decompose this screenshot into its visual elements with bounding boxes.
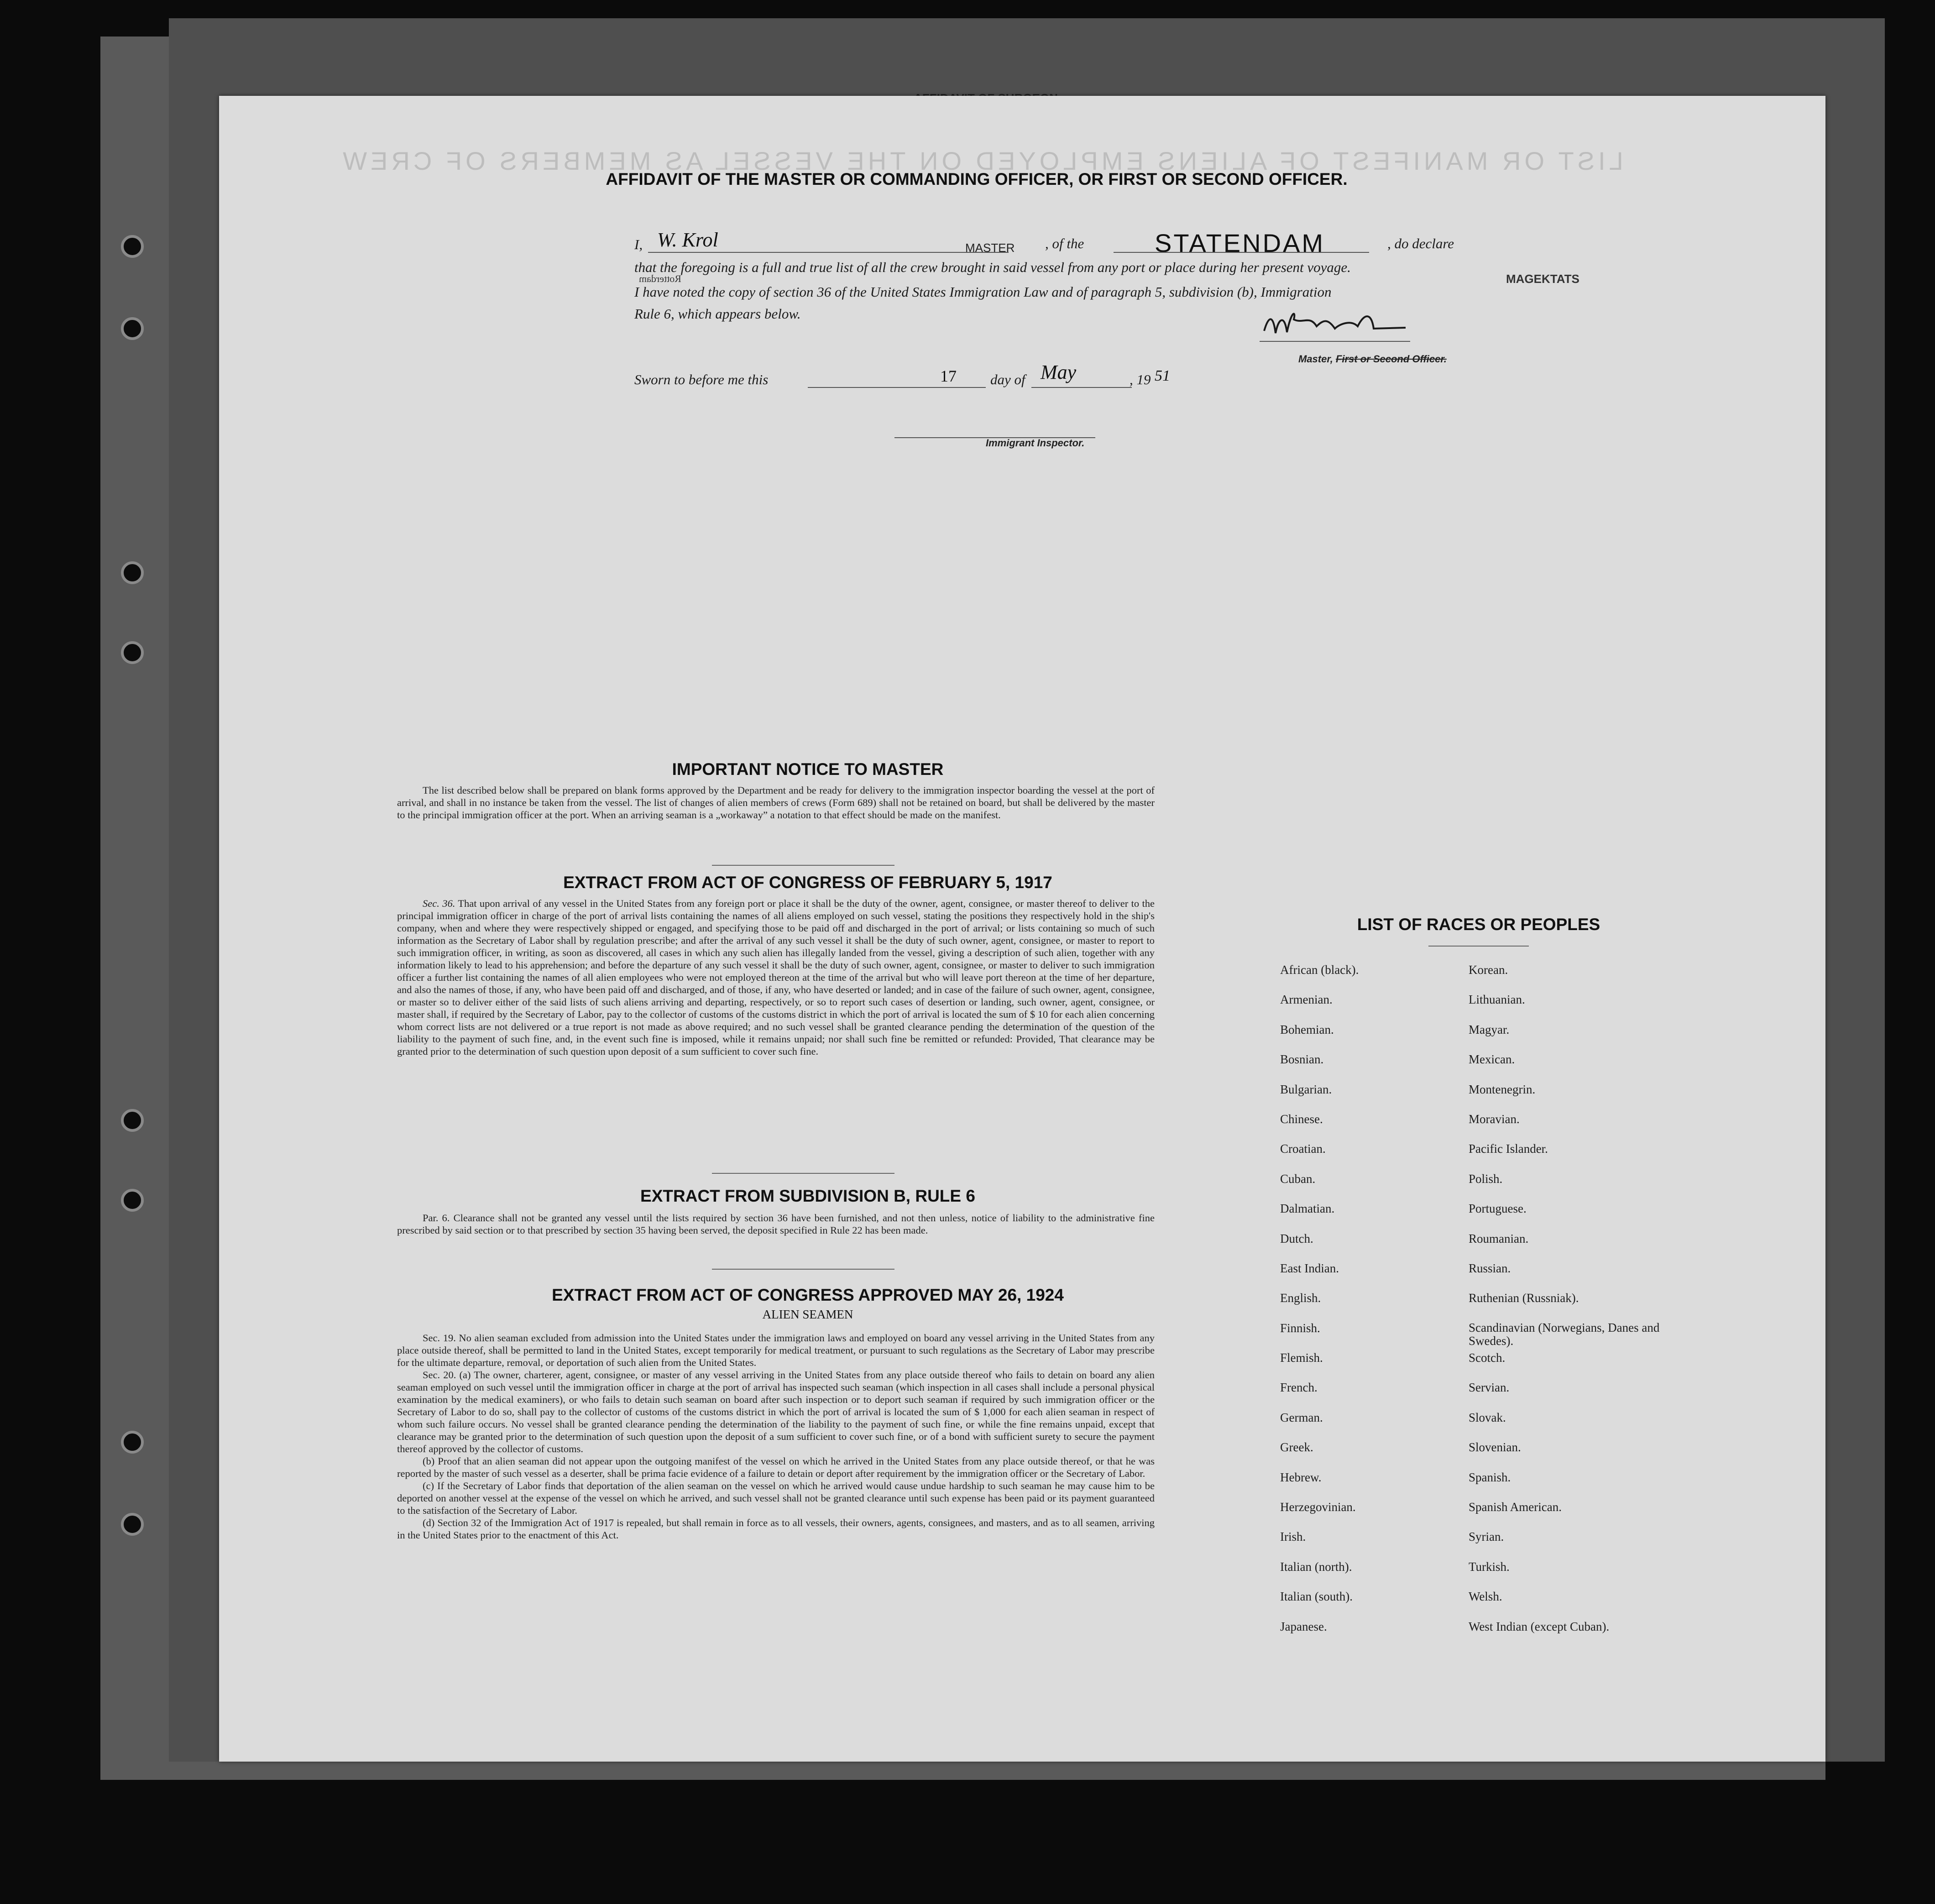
race-item: Dalmatian. bbox=[1280, 1202, 1335, 1216]
binder-hole bbox=[121, 561, 144, 584]
binder-hole bbox=[121, 641, 144, 664]
race-item: Hebrew. bbox=[1280, 1470, 1322, 1484]
race-item: Greek. bbox=[1280, 1440, 1313, 1454]
race-item: Mexican. bbox=[1469, 1052, 1515, 1067]
extract-1917-title: EXTRACT FROM ACT OF CONGRESS OF FEBRUARY 5, 1917 bbox=[563, 873, 1052, 892]
extract-1924-text bbox=[397, 1332, 1155, 1541]
extract-1924-subtitle: ALIEN SEAMEN bbox=[762, 1308, 853, 1321]
races-left-column bbox=[1280, 963, 1454, 1649]
race-item: African (black). bbox=[1280, 963, 1359, 977]
race-item: Croatian. bbox=[1280, 1142, 1326, 1156]
race-item: East Indian. bbox=[1280, 1261, 1339, 1275]
affidavit-title: AFFIDAVIT OF THE MASTER OR COMMANDING OFFICER, OR FIRST OR SECOND OFFICER. bbox=[606, 170, 1348, 188]
race-item: Syrian. bbox=[1469, 1530, 1504, 1544]
extract-1917-text bbox=[397, 897, 1155, 1057]
race-item: Scandinavian (Norwegians, Danes and Swedes). bbox=[1469, 1320, 1660, 1348]
extract-1924-title: EXTRACT FROM ACT OF CONGRESS APPROVED MAY 26, 1924 bbox=[552, 1286, 1064, 1304]
sworn-day: 17 bbox=[940, 367, 957, 385]
race-item: Chinese. bbox=[1280, 1112, 1323, 1126]
rule6-title: EXTRACT FROM SUBDIVISION B, RULE 6 bbox=[640, 1187, 975, 1205]
race-item: Spanish American. bbox=[1469, 1500, 1562, 1514]
binder-hole bbox=[121, 1431, 144, 1454]
binder-hole bbox=[121, 317, 144, 340]
affidavit-line-3: I have noted the copy of section 36 of the United States Immigration Law and of paragraph 5, subdivision (b), Immigration bbox=[634, 284, 1332, 300]
master-name-line bbox=[648, 252, 1009, 253]
race-item: Irish. bbox=[1280, 1530, 1306, 1544]
divider bbox=[712, 1269, 894, 1270]
sworn-label: Sworn to before me this bbox=[634, 371, 769, 387]
of-the-label: , of the bbox=[1045, 235, 1084, 251]
race-item: Korean. bbox=[1469, 963, 1508, 977]
race-item: Italian (south). bbox=[1280, 1590, 1353, 1604]
race-item: French. bbox=[1280, 1381, 1318, 1395]
race-item: Herzegovinian. bbox=[1280, 1500, 1356, 1514]
master-name: W. Krol bbox=[657, 229, 718, 251]
divider bbox=[1428, 946, 1529, 947]
sec20a-paragraph: Sec. 20. (a) The owner, charterer, agent, consignee, or master of any vessel arriving in the United States from any place outside thereof who fails to detain on board any alien seaman employed on such vessel until the immigration officer in charge at the port of arrival has inspected such seaman (which inspection in all cases shall include a personal physical examination by the medical examiners), or who fails to detain such seaman on board after such inspection or to deport such seaman if required by such immigration officer or the Secretary of Labor to do so, shall pay to the collector of customs of the customs district in which the port of arrival is located the sum of $ 1,000 for each alien seaman in respect of whom such failure occurs. No vessel shall be granted clearance pending the determination of the liability to the payment of such fine, or while the fine remains unpaid, except that clearance may be granted prior to the determination of such question upon the deposit of a sum sufficient to cover such fine, or of a bond with sufficient surety to secure the payment thereof approved by the collector of customs. bbox=[397, 1369, 1155, 1454]
master-label: MASTER bbox=[965, 241, 1015, 255]
month-line bbox=[1031, 387, 1132, 388]
sec36-paragraph bbox=[397, 897, 1155, 1057]
sec20c-paragraph: (c) If the Secretary of Labor finds that deportation of the alien seaman on the vessel on which he arrived would cause undue hardship to such seaman he may cause him to be deported on another vessel at the expense of the vessel on which he arrived, and such vessel shall not be granted clearance until such expense has been paid or its payment guaranteed to the satisfaction of the Secretary of Labor. bbox=[397, 1480, 1155, 1516]
race-item: Russian. bbox=[1469, 1261, 1511, 1275]
master-signature bbox=[1260, 306, 1410, 347]
affidavit-line-4: Rule 6, which appears below. bbox=[634, 306, 801, 322]
sec19-paragraph: Sec. 19. No alien seaman excluded from admission into the United States under the immigration laws and employed on board any vessel arriving in the United States from any place outside thereof, shall be permitted to land in the United States, except temporarily for medical treatment, or pursuant to such regulations as the Secretary of Labor may prescribe for the ultimate departure, removal, or deportation of such alien from the United States. bbox=[397, 1332, 1155, 1368]
signature-caption-officer: First or Second Officer. bbox=[1335, 353, 1447, 365]
divider bbox=[712, 1173, 894, 1174]
race-item: Italian (north). bbox=[1280, 1559, 1352, 1574]
race-item: Dutch. bbox=[1280, 1231, 1313, 1245]
race-item: Pacific Islander. bbox=[1469, 1142, 1548, 1156]
races-right-column bbox=[1469, 963, 1660, 1649]
notice-paragraph: The list described below shall be prepared on blank forms approved by the Department and be ready for delivery to the immigration inspector boarding the vessel at the port of arrival, and shall in no instance be taken from the vessel. The list of changes of alien members of crews (Form 689) shall not be retained on board, but shall be delivered by the master to the principal immigration officer at the port. When an arriving seaman is a „workaway” a notation to that effect should be made on the manifest. bbox=[397, 785, 1155, 821]
notice-title: IMPORTANT NOTICE TO MASTER bbox=[672, 760, 944, 779]
signature-caption-master: Master, bbox=[1298, 353, 1336, 365]
mirrored-vessel-name: MAGEKTATS bbox=[1506, 272, 1579, 286]
race-item: Finnish. bbox=[1280, 1321, 1320, 1335]
race-item: Ruthenian (Russniak). bbox=[1469, 1291, 1579, 1305]
race-item: Montenegrin. bbox=[1469, 1082, 1536, 1096]
binder-hole bbox=[121, 235, 144, 258]
rule6-paragraph: Par. 6. Clearance shall not be granted any vessel until the lists required by section 36 have been furnished, and not then unless, notice of liability to the administrative fine prescribed by said section or to that prescribed by section 35 having been served, the deposit specified in Rule 22 has been made. bbox=[397, 1212, 1155, 1236]
sworn-month: May bbox=[1041, 361, 1077, 383]
race-item: Spanish. bbox=[1469, 1470, 1511, 1484]
notice-text bbox=[397, 784, 1155, 821]
race-item: English. bbox=[1280, 1291, 1321, 1305]
inspector-caption: Immigrant Inspector. bbox=[986, 437, 1085, 449]
race-item: Turkish. bbox=[1469, 1559, 1510, 1574]
sec20d-paragraph: (d) Section 32 of the Immigration Act of 1917 is repealed, but shall remain in force as to all vessels, their owners, agents, consignees, and masters, and as to all seamen, arriving in the United States prior to the enactment of this Act. bbox=[397, 1517, 1155, 1541]
race-item: Welsh. bbox=[1469, 1590, 1502, 1604]
race-item: Slovak. bbox=[1469, 1410, 1506, 1424]
do-declare-label: , do declare bbox=[1387, 235, 1454, 251]
race-item: Lithuanian. bbox=[1469, 993, 1525, 1007]
race-item: West Indian (except Cuban). bbox=[1469, 1619, 1610, 1633]
vessel-name: STATENDAM bbox=[1155, 229, 1325, 257]
race-item: Servian. bbox=[1469, 1381, 1510, 1395]
race-item: Armenian. bbox=[1280, 993, 1333, 1007]
sworn-year: 51 bbox=[1155, 367, 1170, 384]
race-item: Cuban. bbox=[1280, 1172, 1316, 1186]
sworn-line bbox=[808, 387, 986, 388]
race-item: Scotch. bbox=[1469, 1351, 1506, 1365]
sec36-text: That upon arrival of any vessel in the United States from any foreign port or place it shall be the duty of the owner, agent, consignee, or master thereof to deliver to the principal immigration officer in charge of the port of arrival lists containing the names of all aliens employed on such vessel, stating the positions they respectively hold in the ship's company, when and where they were respectively shipped or engaged, and specifying those to be paid off and discharged in the port of arrival; or lists containing so much of such information as the Secretary of Labor shall by regulation prescribe; and after the arrival of any such vessel it shall be the duty of such owner, agent, consignee, or master to report to such immigration officer, in writing, as soon as discovered, all cases in which any such alien has illegally landed from the vessel, giving a description of such alien, together with any information likely to lead to his apprehension; and before the departure of any such vessel it shall be the duty of such owner, agent, consignee, or master to deliver to such immigration officer a further list containing the names of all alien employees who were not employed thereon at the time of the arrival but who will leave port thereon at the time of her departure, and also the names of those, if any, who have been paid off and discharged, and of those, if any, who have deserted or landed; and in case of the failure of such owner, agent, consignee, or master so to deliver either of the said lists of such aliens arriving and departing, respectively, or so to report such cases of desertion or landing, such owner, agent, consignee, or master shall, if required by the Secretary of Labor, pay to the collector of customs of the customs district in which the port of arrival is located the sum of $ 10 for each alien concerning whom correct lists are not delivered or a true report is not made as above required; and no such vessel shall be granted clearance pending the determination of the question of the liability to the payment of such fine, and, in the event such fine is imposed, while it remains unpaid; nor shall such fine be remitted or refunded: Provided, That clearance may be granted prior to the determination of such question upon deposit of a sum sufficient to cover such fine. bbox=[397, 898, 1155, 1057]
race-item: Slovenian. bbox=[1469, 1440, 1521, 1454]
race-item: Japanese. bbox=[1280, 1619, 1327, 1633]
divider bbox=[712, 865, 894, 866]
race-item: Roumanian. bbox=[1469, 1231, 1529, 1245]
race-item: Polish. bbox=[1469, 1172, 1503, 1186]
rule6-text bbox=[397, 1212, 1155, 1236]
mirrored-form-title: LIST OR MANIFEST OF ALIENS EMPLOYED ON THE VESSEL AS MEMBERS OF CREW bbox=[339, 146, 1623, 175]
vessel-name-line bbox=[1114, 252, 1369, 253]
race-item: Bosnian. bbox=[1280, 1052, 1324, 1067]
sec36-label: Sec. 36. bbox=[423, 898, 455, 909]
race-item: Flemish. bbox=[1280, 1351, 1323, 1365]
year-prefix: , 19 bbox=[1130, 371, 1151, 387]
race-item: Moravian. bbox=[1469, 1112, 1520, 1126]
race-item: Bohemian. bbox=[1280, 1022, 1334, 1036]
affidavit-line-2: that the foregoing is a full and true list of all the crew brought in said vessel from any port or place during her present voyage. bbox=[634, 259, 1351, 275]
race-item: German. bbox=[1280, 1410, 1323, 1424]
day-of-label: day of bbox=[990, 371, 1025, 387]
signature-caption bbox=[1298, 353, 1447, 365]
races-title: LIST OF RACES OR PEOPLES bbox=[1357, 915, 1600, 934]
binder-hole bbox=[121, 1189, 144, 1212]
race-item: Portuguese. bbox=[1469, 1202, 1527, 1216]
mirrored-port-name: Rotterdam bbox=[639, 273, 681, 284]
sec20b-paragraph: (b) Proof that an alien seaman did not appear upon the outgoing manifest of the vessel on which he arrived in the United States from any place outside thereof, or that he was reported by the master of such vessel as a deserter, shall be prima facie evidence of a failure to detain or deport after requirement by the immigration officer or the Secretary of Labor. bbox=[397, 1455, 1155, 1479]
binder-hole bbox=[121, 1109, 144, 1132]
binder-hole bbox=[121, 1513, 144, 1536]
race-item: Bulgarian. bbox=[1280, 1082, 1332, 1096]
race-item: Magyar. bbox=[1469, 1022, 1510, 1036]
affidavit-i: I, bbox=[634, 236, 643, 252]
